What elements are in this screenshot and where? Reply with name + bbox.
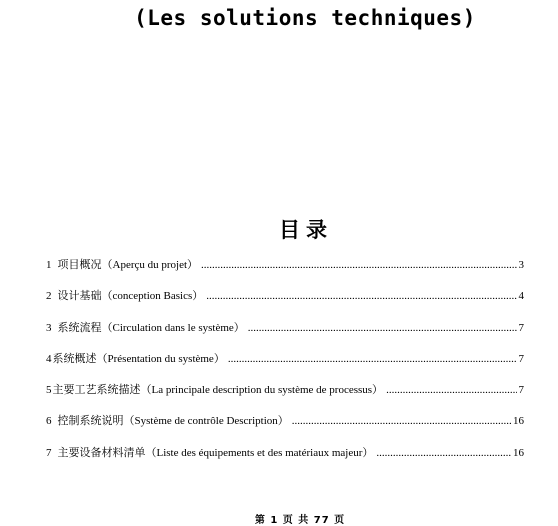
toc-dot-leader (248, 321, 517, 335)
toc-dot-leader (386, 383, 516, 397)
toc-entry-title: 主要工艺系统描述（La principale description du système de processus） (52, 384, 384, 397)
toc-entry-page: 16 (513, 415, 524, 428)
toc-entry-title: 项目概况（Aperçu du projet） (57, 259, 199, 271)
toc-entry-number: 6 (46, 415, 52, 428)
toc-entry-page: 7 (518, 384, 524, 397)
toc-entry-title: 控制系统说明（Système de contrôle Description） (57, 415, 289, 428)
toc-entry-title: 设计基础（conception Basics） (57, 290, 204, 303)
toc-entry-title: 系统流程（Circulation dans le système） (57, 321, 245, 334)
toc-entry[interactable] (46, 352, 524, 383)
toc-entry-number: 2 (46, 290, 52, 303)
toc-dot-leader (206, 289, 516, 303)
document-title: (Les solutions techniques) (134, 6, 476, 30)
toc-entry-page: 16 (513, 446, 524, 459)
toc-entry-number: 5 (46, 384, 52, 397)
table-of-contents (46, 258, 524, 477)
toc-entry-page: 7 (518, 321, 524, 334)
toc-entry[interactable] (46, 446, 524, 477)
toc-entry[interactable] (46, 258, 524, 289)
toc-entry-number: 1 (46, 259, 52, 271)
page-footer: 第 1 页 共 77 页 (254, 515, 346, 526)
toc-entry[interactable] (46, 383, 524, 414)
toc-entry-title: 主要设备材料清单（Liste des équipements et des matériaux majeur） (57, 446, 374, 459)
toc-entry-number: 3 (46, 321, 52, 334)
toc-entry-page: 4 (518, 290, 524, 303)
toc-entry[interactable] (46, 321, 524, 352)
toc-dot-leader (292, 414, 511, 428)
toc-heading: 目录 (279, 218, 333, 242)
toc-entry-page: 3 (518, 259, 524, 271)
toc-entry-number: 7 (46, 446, 52, 459)
toc-dot-leader (201, 258, 516, 272)
toc-entry-page: 7 (518, 352, 524, 365)
toc-entry-title: 系统概述（Présentation du système） (52, 352, 225, 365)
toc-entry[interactable] (46, 414, 524, 445)
toc-dot-leader (376, 446, 511, 460)
toc-entry[interactable] (46, 289, 524, 320)
toc-entry-number: 4 (46, 352, 52, 365)
toc-dot-leader (228, 352, 517, 366)
